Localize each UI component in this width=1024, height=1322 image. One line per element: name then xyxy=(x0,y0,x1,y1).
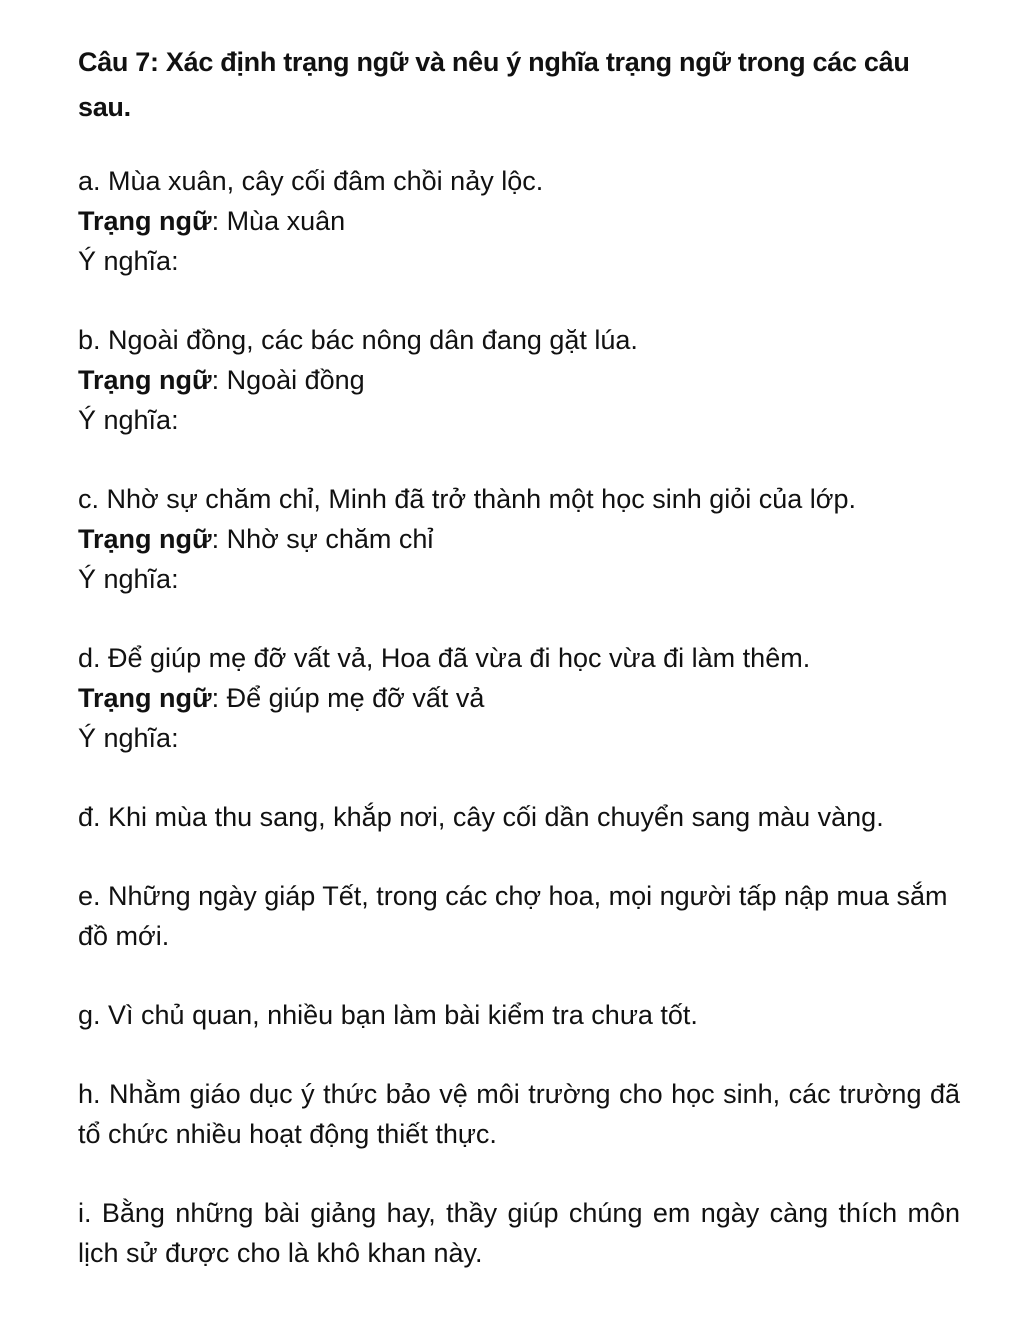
question-title: Câu 7: Xác định trạng ngữ và nêu ý nghĩa trạng ngữ trong các câu sau. xyxy=(78,47,910,122)
sentence-i: i. Bằng những bài giảng hay, thầy giúp chúng em ngày càng thích môn lịch sử được cho là khô khan này. xyxy=(78,1198,960,1268)
item-h xyxy=(78,1074,960,1154)
item-dd xyxy=(78,797,960,837)
document-page xyxy=(78,40,960,1312)
meaning-b: Ý nghĩa: xyxy=(78,405,179,435)
adverbial-label: Trạng ngữ xyxy=(78,683,212,713)
sentence-dd: đ. Khi mùa thu sang, khắp nơi, cây cối dần chuyển sang màu vàng. xyxy=(78,802,884,832)
adverbial-c xyxy=(78,519,960,559)
adverbial-d xyxy=(78,678,960,718)
item-d xyxy=(78,638,960,758)
sentence-g: g. Vì chủ quan, nhiều bạn làm bài kiểm tra chưa tốt. xyxy=(78,1000,698,1030)
sentence-h: h. Nhằm giáo dục ý thức bảo vệ môi trường cho học sinh, các trường đã tổ chức nhiều hoạt động thiết thực. xyxy=(78,1079,960,1149)
adverbial-b xyxy=(78,360,960,400)
sentence-c: c. Nhờ sự chăm chỉ, Minh đã trở thành một học sinh giỏi của lớp. xyxy=(78,484,857,514)
adverbial-value: : Ngoài đồng xyxy=(211,365,365,395)
adverbial-label: Trạng ngữ xyxy=(78,206,212,236)
sentence-b: b. Ngoài đồng, các bác nông dân đang gặt lúa. xyxy=(78,325,638,355)
adverbial-value: : Để giúp mẹ đỡ vất vả xyxy=(211,683,485,713)
sentence-a: a. Mùa xuân, cây cối đâm chồi nảy lộc. xyxy=(78,166,544,196)
item-a xyxy=(78,161,960,281)
item-g xyxy=(78,995,960,1035)
item-e xyxy=(78,876,960,956)
adverbial-value: : Mùa xuân xyxy=(211,206,346,236)
sentence-e-line2: đồ mới. xyxy=(78,921,170,951)
adverbial-label: Trạng ngữ xyxy=(78,365,212,395)
item-i xyxy=(78,1193,960,1273)
item-c xyxy=(78,479,960,599)
adverbial-value: : Nhờ sự chăm chỉ xyxy=(211,524,434,554)
sentence-e-line1: e. Những ngày giáp Tết, trong các chợ hoa, mọi người tấp nập mua sắm xyxy=(78,881,948,911)
adverbial-label: Trạng ngữ xyxy=(78,524,212,554)
meaning-d: Ý nghĩa: xyxy=(78,723,179,753)
item-b xyxy=(78,320,960,440)
meaning-c: Ý nghĩa: xyxy=(78,564,179,594)
sentence-d: d. Để giúp mẹ đỡ vất vả, Hoa đã vừa đi học vừa đi làm thêm. xyxy=(78,643,811,673)
adverbial-a xyxy=(78,201,960,241)
meaning-a: Ý nghĩa: xyxy=(78,246,179,276)
